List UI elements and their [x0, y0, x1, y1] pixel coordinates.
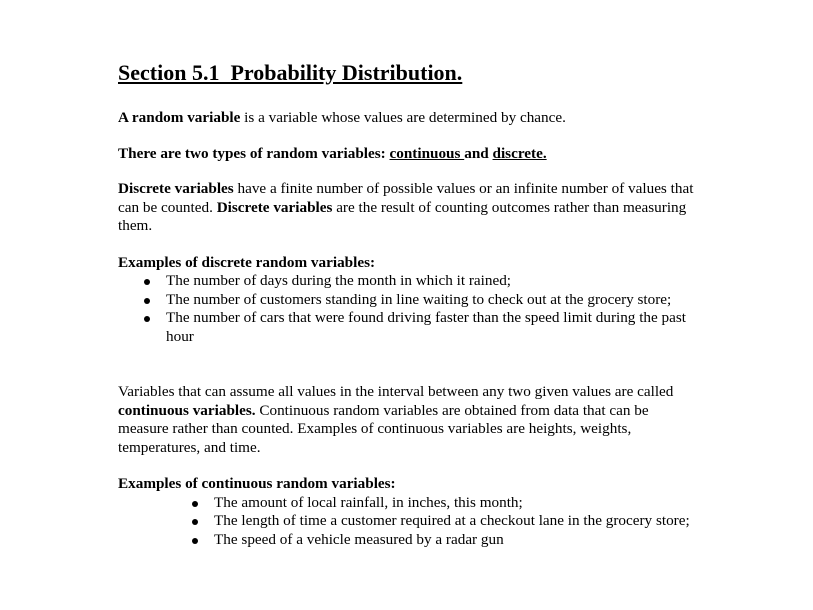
discrete-text-1: have a finite number of possible values or an infinite number of values that can be counted.: [118, 180, 694, 216]
list-item: [214, 531, 698, 550]
document-page: [118, 58, 698, 549]
list-item-text: The number of days during the month in which it rained;: [166, 272, 512, 289]
list-item: [166, 291, 698, 310]
variable-types-sentence: [118, 145, 698, 164]
bullet-icon: [192, 501, 198, 507]
bullet-icon: [192, 538, 198, 544]
continuous-text-1: Variables that can assume all values in the interval between any two given values are called: [118, 383, 674, 400]
continuous-definition: [118, 383, 698, 457]
list-item-text: The number of customers standing in line waiting to check out at the grocery store;: [166, 290, 672, 308]
bullet-icon: [144, 279, 150, 285]
list-item: [166, 272, 698, 291]
continuous-examples-list: [214, 494, 698, 550]
list-item-text: The number of cars that were found driving faster than the speed limit during the past hour: [166, 309, 687, 345]
continuous-term: continuous variables.: [118, 401, 256, 419]
list-item-text: The length of time a customer required at a checkout lane in the grocery store;: [214, 512, 690, 529]
and-word: and: [464, 144, 493, 162]
list-item-text: The speed of a vehicle measured by a radar gun: [214, 530, 504, 548]
list-item: [214, 494, 698, 513]
list-item: [166, 309, 698, 346]
discrete-word: discrete.: [492, 144, 547, 162]
discrete-text-2: are the result of counting outcomes rather than measuring them.: [118, 198, 687, 234]
continuous-examples-heading: Examples of continuous random variables:: [118, 475, 396, 492]
bullet-icon: [144, 298, 150, 304]
discrete-term-2: Discrete variables: [216, 198, 333, 216]
discrete-examples-list: [166, 272, 698, 346]
random-variable-text: is a variable whose values are determined by chance.: [240, 109, 566, 126]
bullet-icon: [192, 519, 198, 525]
list-item: [214, 512, 698, 531]
discrete-examples-heading: Examples of discrete random variables:: [118, 253, 376, 271]
continuous-word: continuous: [389, 144, 465, 162]
continuous-text-2: Continuous random variables are obtained from data that can be measure rather than counted. Examples of continuous variables are heights, weights, temperatures, and time.: [118, 401, 649, 456]
random-variable-term: A random variable: [118, 109, 241, 126]
variable-types-lead: There are two types of random variables:: [118, 144, 390, 162]
bullet-icon: [144, 316, 150, 322]
discrete-term-1: Discrete variables: [118, 180, 234, 197]
section-title: Section 5.1 Probability Distribution.: [118, 60, 463, 85]
random-variable-definition: [118, 109, 698, 128]
list-item-text: The amount of local rainfall, in inches, this month;: [214, 493, 523, 511]
discrete-definition: [118, 180, 698, 236]
